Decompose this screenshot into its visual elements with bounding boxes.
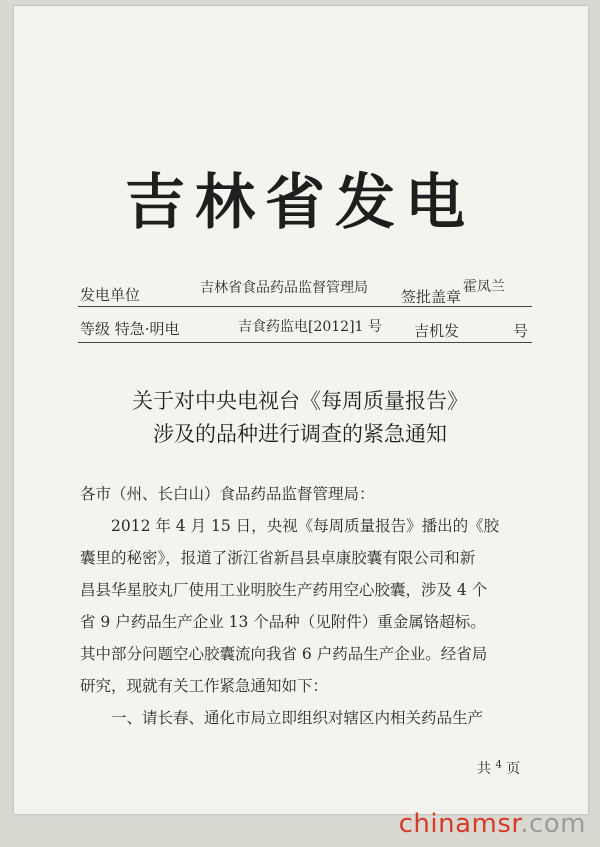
- paragraph-2: 一、请长春、通化市局立即组织对辖区内相关药品生产: [111, 709, 484, 727]
- paragraph-line: 省 9 户药品生产企业 13 个品种（见附件）重金属铬超标。: [80, 613, 486, 631]
- paragraph-line: 其中部分问题空心胶囊流向我省 6 户药品生产企业。经省局: [80, 645, 488, 663]
- paragraph-line: 2012 年 4 月 15 日，央视《每周质量报告》播出的《胶: [111, 517, 500, 535]
- paragraph-line: 囊里的秘密》，报道了浙江省新昌县卓康胶囊有限公司和新: [80, 549, 476, 567]
- page-count: [477, 758, 520, 778]
- sender-value: 吉林省食品药品监督管理局: [200, 280, 368, 296]
- document-title-line1: 关于对中央电视台《每周质量报告》: [132, 389, 468, 413]
- watermark-part2: .com: [520, 809, 586, 839]
- header-divider-2: [78, 342, 532, 343]
- paragraph-line: 研究，现就有关工作紧急通知如下：: [80, 677, 329, 695]
- telegram-suffix: 号: [513, 322, 529, 340]
- level-label: 等级 特急·明电: [80, 320, 180, 338]
- header-divider-1: [78, 306, 532, 307]
- paragraph-line: 昌县华星胶丸厂使用工业明胶生产药用空心胶囊，涉及 4 个: [80, 581, 488, 599]
- document-title-line2: 涉及的品种进行调查的紧急通知: [153, 422, 447, 446]
- document-number: 吉食药监电[2012]1 号: [238, 319, 382, 335]
- telegram-label: 吉机发: [414, 322, 460, 340]
- page-count-prefix: 共: [477, 761, 491, 777]
- page-count-number: 4: [495, 759, 502, 771]
- watermark-part1: chinamsr: [398, 809, 521, 839]
- document-body: [80, 478, 540, 734]
- sender-label: 发电单位: [80, 286, 141, 304]
- sign-value: 霍凤兰: [463, 279, 505, 295]
- salutation: 各市（州、长白山）食品药品监督管理局：: [80, 485, 375, 503]
- sign-label: 签批盖章: [401, 288, 462, 306]
- site-watermark: [399, 809, 586, 839]
- document-banner: 吉林省发电: [125, 168, 475, 238]
- page-count-suffix: 页: [506, 761, 521, 777]
